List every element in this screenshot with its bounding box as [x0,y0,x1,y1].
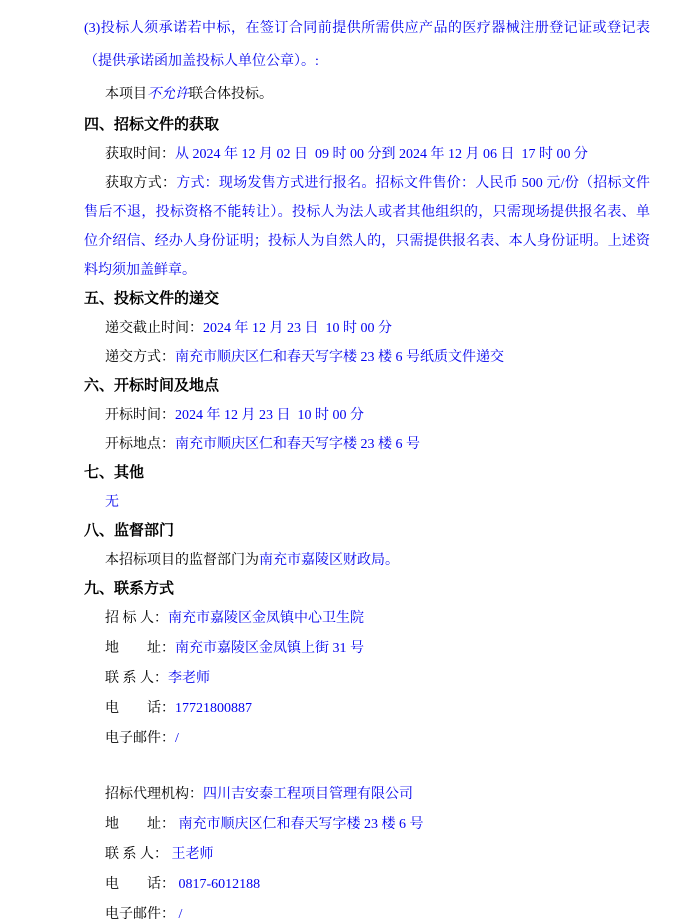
text-segment: 六、开标时间及地点 [84,378,220,394]
tenderer-contact-line [84,664,650,694]
tenderer-line [84,604,650,634]
section-heading-5 [84,285,650,314]
agency-phone-line [84,870,650,900]
obtain-time-line [84,140,650,169]
text-segment: / [175,731,179,746]
text-segment: 2024 年 12 月 23 日 10 时 00 分 [203,321,392,336]
section-heading-7 [84,459,650,488]
other-none-line [84,488,650,517]
text-segment: 开标地点： [105,437,175,452]
text-segment: 不允许 [147,87,189,102]
text-segment: 四川吉安泰工程项目管理有限公司 [203,787,413,802]
submission-deadline-line [84,314,650,343]
text-segment: 递交方式： [105,350,175,365]
text-segment: 五、投标文件的递交 [84,291,220,307]
text-segment: 地 址： [105,641,175,656]
text-segment: 获取方式： [105,176,177,191]
text-segment: 地 址： [105,817,179,832]
text-segment: / [178,907,183,919]
blank-line [84,754,650,780]
text-segment: 八、监督部门 [84,523,175,539]
agency-contact-line [84,840,650,870]
opening-time-line [84,401,650,430]
text-segment: 本项目 [105,87,147,102]
supervision-line [84,546,650,575]
clause-3-paragraph [84,12,650,78]
text-segment: 电子邮件： [105,731,175,746]
text-segment: 李老师 [168,671,210,686]
text-segment: 2024 年 12 月 23 日 10 时 00 分 [175,408,364,423]
tenderer-phone-line [84,694,650,724]
tenderer-address-line [84,634,650,664]
text-segment: 联合体投标。 [189,87,273,102]
text-segment: 从 2024 年 12 月 02 日 09 时 00 分到 2024 年 12 月 06 日 17 时 00 分 [175,147,588,162]
text-segment: 七、其他 [84,465,145,481]
text-segment: (3)投标人须承诺若中标，在签订合同前提供所需供应产品的医疗器械注册登记证或登记表（提供承诺函加盖投标人单位公章）。: [84,21,650,69]
text-segment: 南充市顺庆区仁和春天写字楼 23 楼 6 号 [178,817,424,832]
text-segment: 本招标项目的监督部门为 [105,553,259,568]
opening-place-line [84,430,650,459]
text-segment: 开标时间： [105,408,175,423]
text-segment: 招标代理机构： [105,787,203,802]
section-heading-8 [84,517,650,546]
text-segment: 无 [105,495,119,510]
obtain-method-paragraph [84,169,650,285]
text-segment: 王老师 [171,847,214,862]
text-segment: 南充市嘉陵区金凤镇上街 31 号 [175,641,364,656]
section-heading-4 [84,111,650,140]
text-segment: 招 标 人： [105,611,168,626]
tenderer-email-line [84,724,650,754]
text-segment: 九、联系方式 [84,581,175,597]
agency-email-line [84,900,650,919]
section-heading-6 [84,372,650,401]
text-segment: 四、招标文件的获取 [84,117,220,133]
text-segment: 联 系 人： [105,847,172,862]
agency-address-line [84,810,650,840]
text-segment: 联 系 人： [105,671,168,686]
document-body [84,12,650,919]
text-segment: 17721800887 [175,701,252,716]
text-segment: 电子邮件： [105,907,179,919]
section-heading-9 [84,575,650,604]
text-segment: 南充市顺庆区仁和春天写字楼 23 楼 6 号纸质文件递交 [175,350,504,365]
text-segment: 电 话： [105,877,179,892]
no-consortium-paragraph [84,78,650,111]
text-segment: 方式：现场发售方式进行报名。招标文件售价：人民币 500 元/份（招标文件售后不退，投标资格不能转让）。投标人为法人或者其他组织的，只需现场提供报名表、单位介绍信、经办人身份证明；投标人为自然人的，只需提供报名表、本人身份证明。上述资料均须加盖鲜章。 [84,176,651,278]
text-segment: 电 话： [105,701,175,716]
text-segment: 递交截止时间： [105,321,203,336]
text-segment: 南充市嘉陵区财政局。 [259,553,399,568]
text-segment: 获取时间： [105,147,175,162]
text-segment: 南充市嘉陵区金凤镇中心卫生院 [168,611,364,626]
text-segment: 0817-6012188 [178,877,261,892]
submission-method-line [84,343,650,372]
text-segment: 南充市顺庆区仁和春天写字楼 23 楼 6 号 [175,437,420,452]
agency-line [84,780,650,810]
